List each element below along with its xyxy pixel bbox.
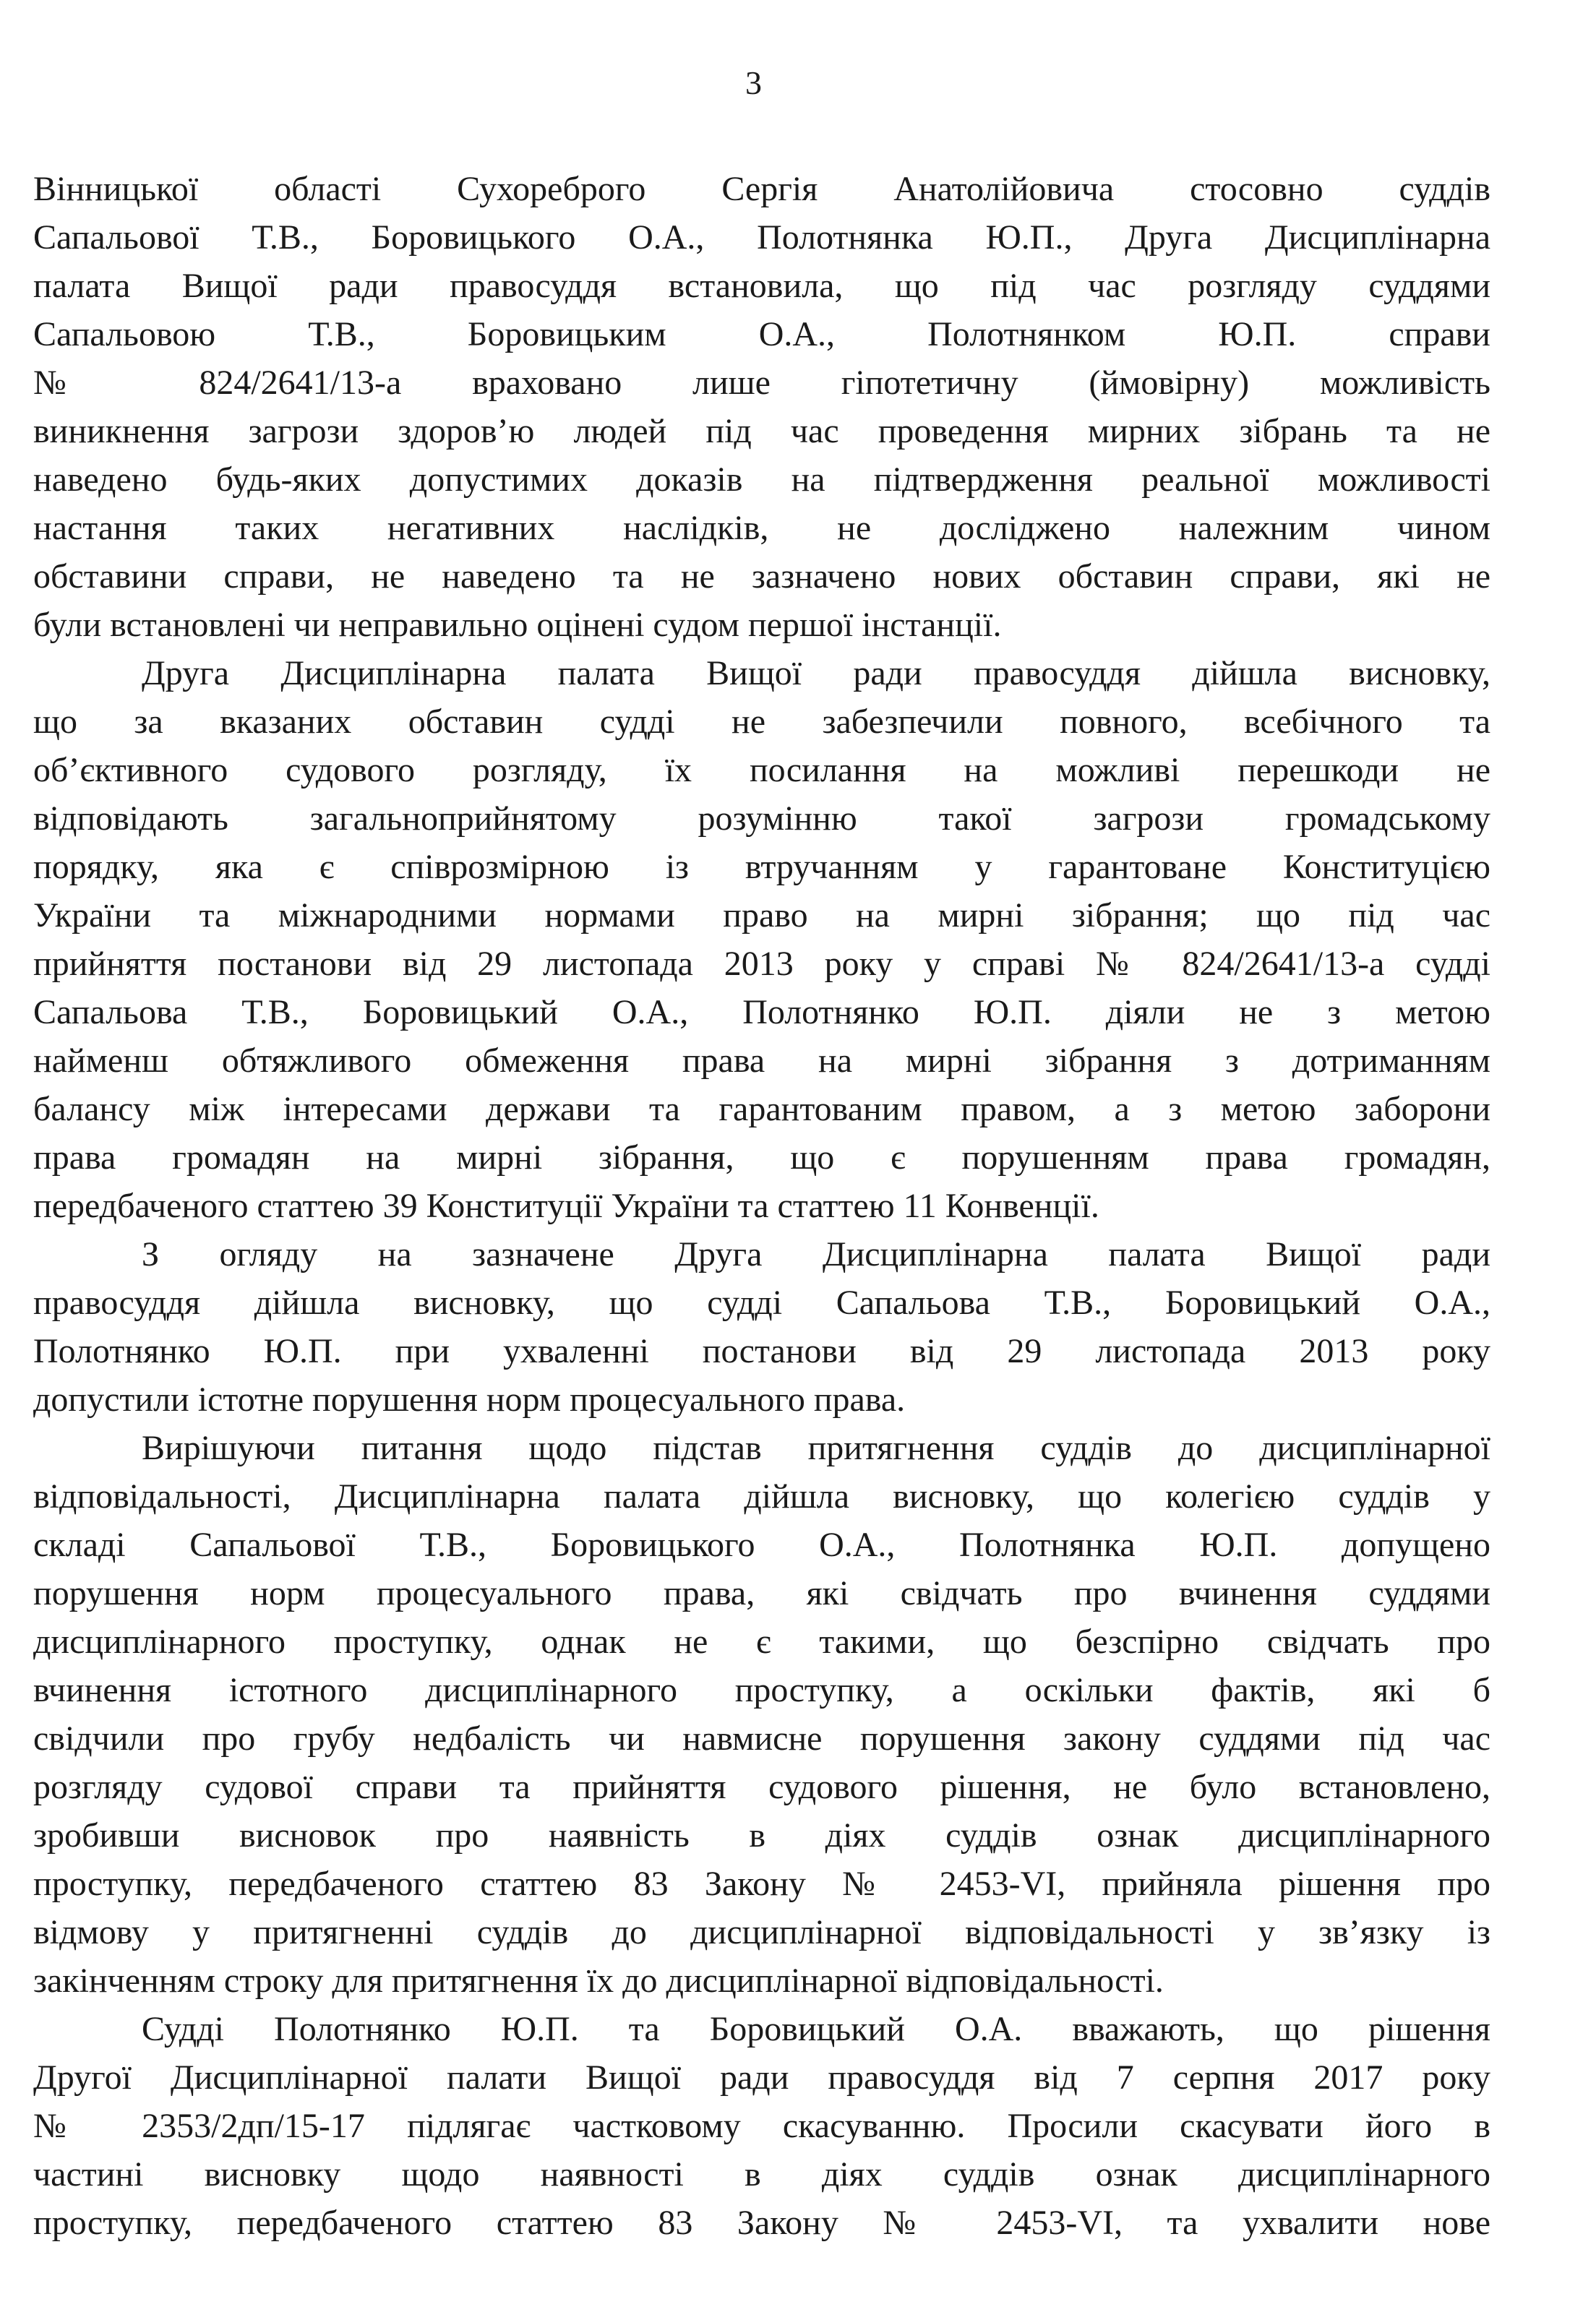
text-line: Друга Дисциплінарна палата Вищої ради правосуддя дійшла висновку, bbox=[142, 654, 1490, 692]
text-line: проступку, передбаченого статтею 83 Закону № 2453-VI, та ухвалити нове bbox=[33, 2204, 1490, 2242]
text-line: передбаченого статтею 39 Конституції України та статтею 11 Конвенції. bbox=[33, 1187, 1099, 1225]
paragraph bbox=[33, 1424, 1490, 2005]
text-line: частині висновку щодо наявності в діях суддів ознак дисциплінарного bbox=[33, 2155, 1490, 2194]
text-line: розгляду судової справи та прийняття судового рішення, не було встановлено, bbox=[33, 1768, 1490, 1806]
paragraph bbox=[33, 2005, 1490, 2247]
text-line: найменш обтяжливого обмеження права на мирні зібрання з дотриманням bbox=[33, 1041, 1490, 1080]
text-line: Другої Дисциплінарної палати Вищої ради правосуддя від 7 серпня 2017 року bbox=[33, 2058, 1490, 2097]
text-line: допустили істотне порушення норм процесуального права. bbox=[33, 1380, 906, 1419]
text-line: прийняття постанови від 29 листопада 2013 року у справі № 824/2641/13-а судді bbox=[33, 945, 1490, 983]
text-line: наведено будь-яких допустимих доказів на підтвердження реальної можливості bbox=[33, 460, 1490, 499]
text-line: правосуддя дійшла висновку, що судді Сапальова Т.В., Боровицький О.А., bbox=[33, 1284, 1490, 1322]
text-line: обставини справи, не наведено та не зазначено нових обставин справи, які не bbox=[33, 557, 1490, 596]
text-line: проступку, передбаченого статтею 83 Закону № 2453-VI, прийняла рішення про bbox=[33, 1865, 1490, 1903]
text-line: України та міжнародними нормами право на мирні зібрання; що під час bbox=[33, 896, 1490, 935]
text-line: Вирішуючи питання щодо підстав притягнення суддів до дисциплінарної bbox=[142, 1429, 1490, 1467]
text-line: об’єктивного судового розгляду, їх посилання на можливі перешкоди не bbox=[33, 751, 1490, 789]
text-line: настання таких негативних наслідків, не досліджено належним чином bbox=[33, 509, 1490, 547]
document-body bbox=[33, 165, 1490, 2247]
text-line: Сапальової Т.В., Боровицького О.А., Полотнянка Ю.П., Друга Дисциплінарна bbox=[33, 218, 1490, 257]
text-line: Полотнянко Ю.П. при ухваленні постанови від 29 листопада 2013 року bbox=[33, 1332, 1490, 1370]
text-line: порядку, яка є співрозмірною із втручанням у гарантоване Конституцією bbox=[33, 848, 1490, 886]
text-line: вчинення істотного дисциплінарного проступку, а оскільки фактів, які б bbox=[33, 1671, 1490, 1709]
text-line: були встановлені чи неправильно оцінені судом першої інстанції. bbox=[33, 606, 1002, 644]
text-line: виникнення загрози здоров’ю людей під час проведення мирних зібрань та не bbox=[33, 412, 1490, 450]
text-line: права громадян на мирні зібрання, що є порушенням права громадян, bbox=[33, 1138, 1490, 1177]
text-line: закінченням строку для притягнення їх до дисциплінарної відповідальності. bbox=[33, 1962, 1164, 2000]
text-line: зробивши висновок про наявність в діях суддів ознак дисциплінарного bbox=[33, 1816, 1490, 1855]
text-line: Сапальовою Т.В., Боровицьким О.А., Полотнянком Ю.П. справи bbox=[33, 315, 1490, 353]
text-line: Судді Полотнянко Ю.П. та Боровицький О.А. вважають, що рішення bbox=[142, 2010, 1490, 2048]
paragraph bbox=[33, 1230, 1490, 1424]
paragraph bbox=[33, 165, 1490, 649]
text-line: Сапальова Т.В., Боровицький О.А., Полотнянко Ю.П. діяли не з метою bbox=[33, 993, 1490, 1031]
text-line: що за вказаних обставин судді не забезпечили повного, всебічного та bbox=[33, 703, 1490, 741]
text-line: № 824/2641/13-а враховано лише гіпотетичну (ймовірну) можливість bbox=[33, 364, 1490, 402]
text-line: відповідають загальноприйнятому розумінню такої загрози громадському bbox=[33, 799, 1490, 838]
text-line: балансу між інтересами держави та гарантованим правом, а з метою заборони bbox=[33, 1090, 1490, 1128]
text-line: дисциплінарного проступку, однак не є такими, що безспірно свідчать про bbox=[33, 1623, 1490, 1661]
text-line: № 2353/2дп/15-17 підлягає частковому скасуванню. Просили скасувати його в bbox=[33, 2107, 1490, 2145]
text-line: свідчили про грубу недбалість чи навмисне порушення закону суддями під час bbox=[33, 1719, 1490, 1758]
text-line: відповідальності, Дисциплінарна палата дійшла висновку, що колегією суддів у bbox=[33, 1477, 1490, 1516]
page-number: 3 bbox=[745, 64, 762, 101]
paragraph bbox=[33, 649, 1490, 1230]
text-line: Вінницької області Сухореброго Сергія Анатолійовича стосовно суддів bbox=[33, 170, 1490, 208]
text-line: відмову у притягненні суддів до дисциплінарної відповідальності у зв’язку із bbox=[33, 1913, 1490, 1951]
text-line: порушення норм процесуального права, які свідчать про вчинення суддями bbox=[33, 1574, 1490, 1612]
text-line: складі Сапальової Т.В., Боровицького О.А., Полотнянка Ю.П. допущено bbox=[33, 1526, 1490, 1564]
text-line: палата Вищої ради правосуддя встановила, що під час розгляду суддями bbox=[33, 267, 1490, 305]
text-line: З огляду на зазначене Друга Дисциплінарна палата Вищої ради bbox=[142, 1235, 1490, 1273]
